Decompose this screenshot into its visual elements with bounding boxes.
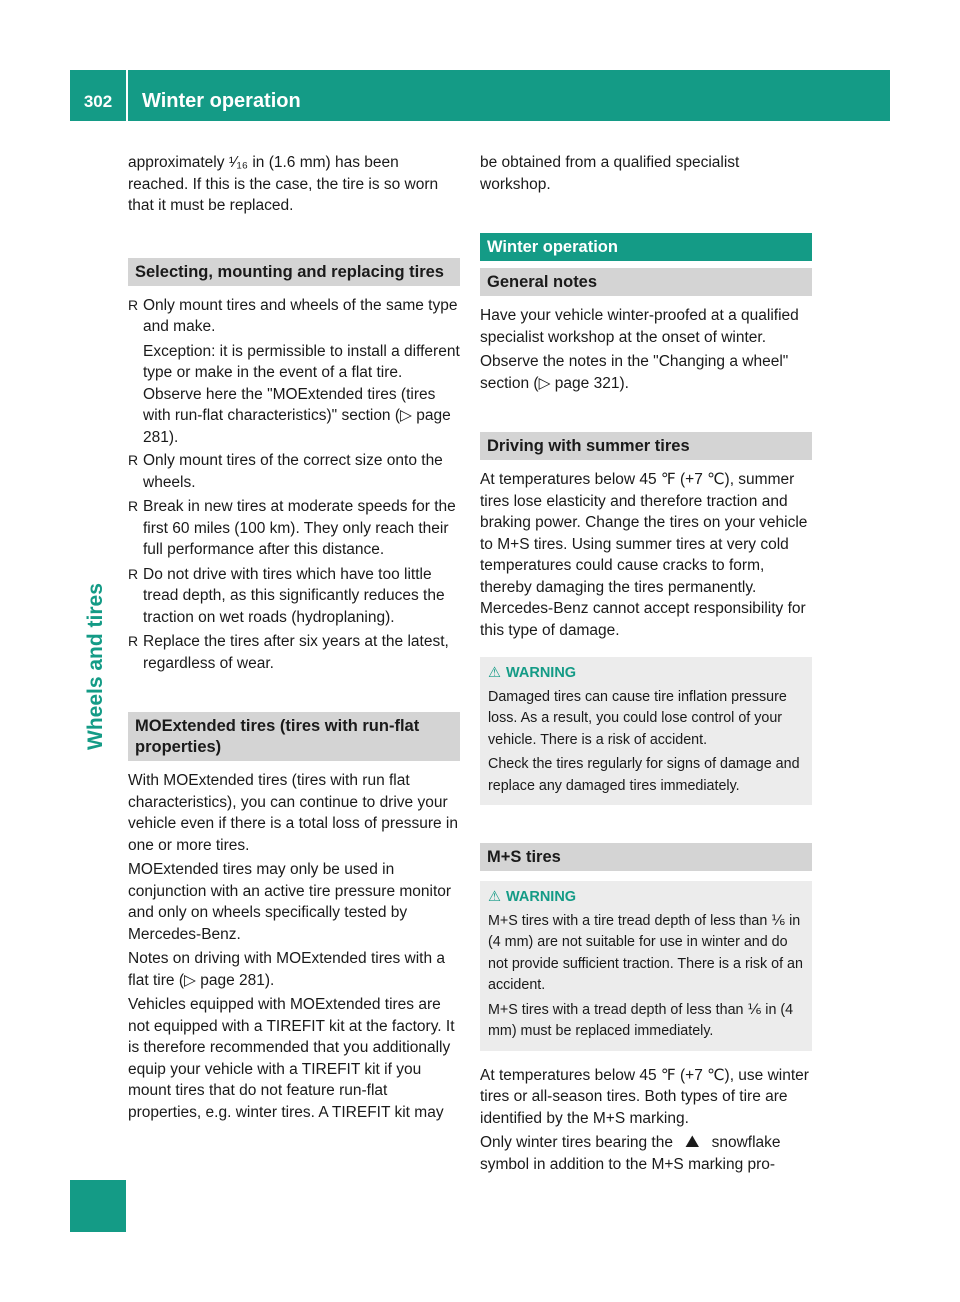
bullet-icon: R <box>128 452 139 468</box>
list-item-text: Do not drive with tires which have too little tread depth, as this significantly reduces the traction on wet roads (hydroplaning). <box>143 565 445 626</box>
mountain-snowflake-icon: ⛰ <box>685 1132 700 1151</box>
paragraph-text: snowflake symbol in addition to the M+S marking pro- <box>480 1134 781 1173</box>
warning-header <box>488 887 804 909</box>
list-item <box>128 564 460 629</box>
page-number: 302 <box>83 92 113 111</box>
header-divider <box>126 70 128 121</box>
warning-box <box>480 881 812 1051</box>
section-heading-winter-operation: Winter operation <box>480 233 812 261</box>
warning-text: M+S tires with a tread depth of less than ⅙ in (4 mm) must be replaced immediately. <box>488 1001 794 1039</box>
page-title: Winter operation <box>142 90 301 112</box>
page-reference-paragraph[interactable]: Notes on driving with MOExtended tires with a flat tire (▷ page 281). <box>128 950 446 989</box>
warning-text: M+S tires with a tire tread depth of less than ⅙ in (4 mm) are not suitable for use in winter and do not provide sufficient traction. There is a risk of an accident. <box>488 912 803 993</box>
warning-text: Check the tires regularly for signs of damage and replace any damaged tires immediately. <box>488 756 800 794</box>
section-heading-summer-tires: Driving with summer tires <box>480 432 812 460</box>
paragraph: MOExtended tires may only be used in conjunction with an active tire pressure monitor and only on wheels specifically tested by Mercedes-Benz. <box>128 861 452 943</box>
warning-label: WARNING <box>506 889 577 905</box>
list-item <box>128 295 460 449</box>
list-item-text: Break in new tires at moderate speeds for the first 60 miles (100 km). They only reach their full performance after this distance. <box>143 498 456 558</box>
warning-text: Damaged tires can cause tire inflation pressure loss. As a result, you could lose control of your vehicle. There is a risk of accident. <box>488 688 787 748</box>
list-item-note: Exception: it is permissible to install a different type or make in the event of a flat tire. Observe here the "MOExtended tires (tires with run-flat characteristics)" section (▷ page 281). <box>143 342 460 446</box>
bullet-icon: R <box>128 565 139 582</box>
section-heading-moextended: MOExtended tires (tires with run-flat properties) <box>128 712 460 761</box>
section-heading-general-notes: General notes <box>480 268 812 296</box>
bullet-icon: R <box>128 296 139 313</box>
intro-paragraph: approximately ¹⁄₁₆ in (1.6 mm) has been reached. If this is the case, the tire is so worn that it must be replaced. <box>128 154 439 214</box>
side-tab-marker <box>70 1180 126 1232</box>
list-item-text: Replace the tires after six years at the latest, regardless of wear. <box>143 633 449 672</box>
paragraph: With MOExtended tires (tires with run flat characteristics), you can continue to drive your vehicle even if there is a total loss of pressure in one or more tires. <box>128 772 458 854</box>
intro-paragraph: be obtained from a qualified specialist workshop. <box>480 154 740 193</box>
warning-label: WARNING <box>506 665 577 681</box>
page-reference-paragraph[interactable]: Observe the notes in the "Changing a wheel" section (▷ page 321). <box>480 353 789 392</box>
right-column <box>480 152 812 1178</box>
warning-triangle-icon: ⚠ <box>488 889 501 905</box>
paragraph: Vehicles equipped with MOExtended tires are not equipped with a TIREFIT kit at the factory. It is therefore recommended that you additionally equip your vehicle with a TIREFIT kit if you mount tires that do not feature run-flat properties, e.g. winter tires. A TIREFIT kit may <box>128 996 455 1121</box>
paragraph: Have your vehicle winter-proofed at a qualified specialist workshop at the onset of winter. <box>480 307 799 346</box>
list-item <box>128 631 460 674</box>
bullet-list <box>128 295 460 675</box>
bullet-icon: R <box>128 633 139 649</box>
bullet-icon: R <box>128 498 139 514</box>
snowflake-paragraph <box>480 1132 812 1175</box>
list-item <box>128 450 460 493</box>
list-item-text: Only mount tires of the correct size onto the wheels. <box>143 452 443 491</box>
warning-triangle-icon: ⚠ <box>488 665 501 681</box>
list-item <box>128 496 460 561</box>
paragraph: At temperatures below 45 ℉ (+7 ℃), summer tires lose elasticity and therefore traction and braking power. Change the tires on your vehicle to M+S tires. Using summer tires at very cold temperatures could cause cracks to form, thereby damaging the tires permanently. Mercedes-Benz cannot accept responsibility for this type of damage. <box>480 471 808 639</box>
warning-box <box>480 657 812 805</box>
paragraph: At temperatures below 45 ℉ (+7 ℃), use winter tires or all-season tires. Both types of tire are identified by the M+S marking. <box>480 1066 809 1127</box>
paragraph-text: Only winter tires bearing the <box>480 1134 673 1151</box>
side-tab-label: Wheels and tires <box>84 583 107 750</box>
warning-header <box>488 663 804 685</box>
section-heading-selecting-tires: Selecting, mounting and replacing tires <box>128 258 460 286</box>
left-column <box>128 152 460 1126</box>
section-heading-ms-tires: M+S tires <box>480 843 812 871</box>
list-item-text: Only mount tires and wheels of the same type and make. <box>143 296 458 335</box>
